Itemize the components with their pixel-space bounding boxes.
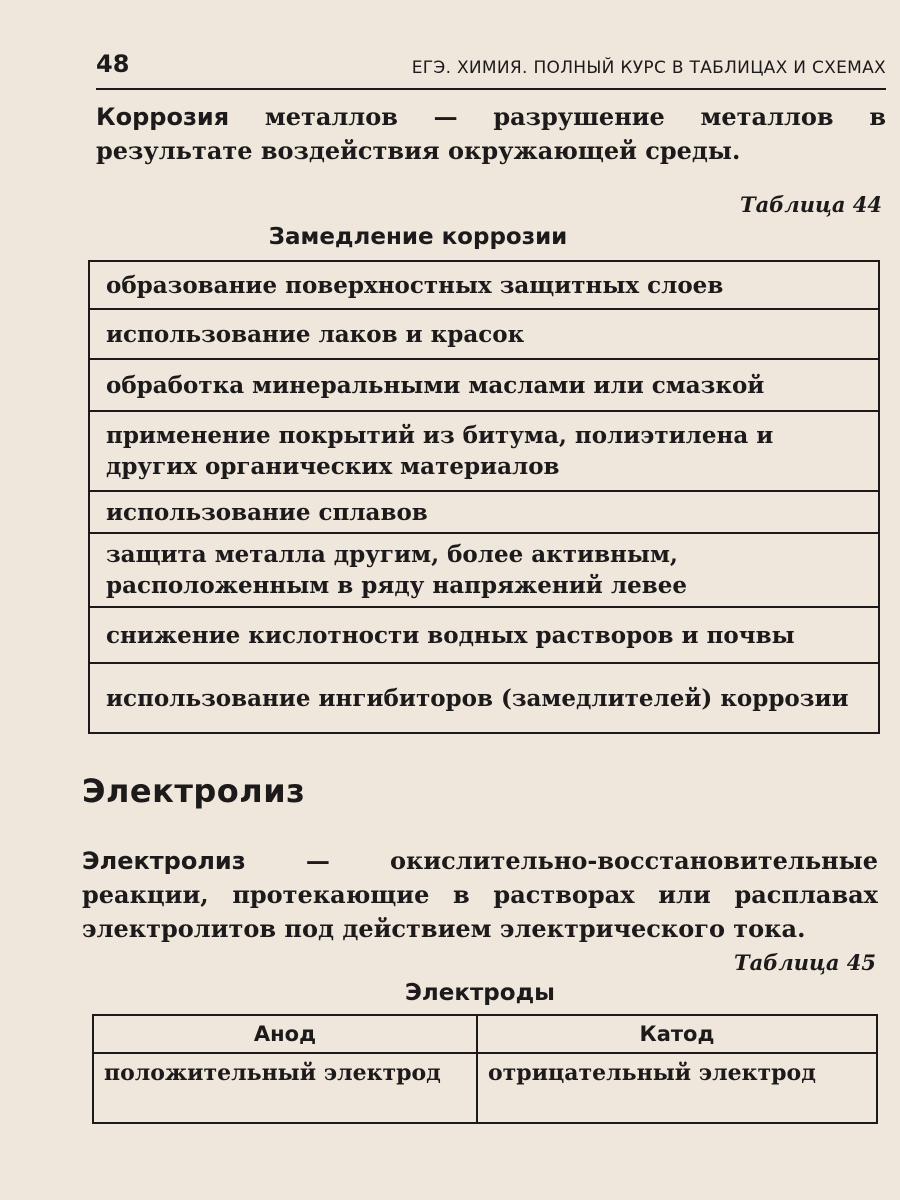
corrosion-term: Коррозия (96, 103, 230, 131)
table-44-title: Замедление коррозии (268, 224, 568, 250)
corrosion-slowdown-table (88, 260, 880, 734)
page-header (96, 48, 886, 90)
electrolysis-term: Электролиз (82, 847, 246, 875)
table-row: использование сплавов (90, 492, 878, 534)
table-row: образование поверхностных защитных слоев (90, 262, 878, 310)
electrolysis-definition (82, 844, 878, 946)
cathode-cell: отрицательный электрод (488, 1060, 816, 1086)
section-heading: Электролиз (82, 772, 306, 810)
page-number: 48 (96, 50, 130, 78)
table-row: применение покрытий из битума, полиэтилена и других органических материалов (90, 412, 878, 492)
table-header-row (94, 1016, 876, 1054)
anode-cell: положительный электрод (94, 1054, 478, 1122)
electrodes-table (92, 1014, 878, 1124)
corrosion-definition-text: металлов — разрушение металлов в результате воздействия окружающей среды. (96, 102, 886, 165)
table-row: использование ингибиторов (замедлителей) коррозии (106, 684, 849, 712)
table-45-title: Электроды (405, 980, 555, 1006)
cathode-header: Катод (639, 1022, 715, 1046)
table-row: обработка минеральными маслами или смазкой (90, 360, 878, 412)
electrolysis-definition-text: — окислительно-восстановительные реакции, протекающие в растворах или расплавах электролитов под действием электрического тока. (82, 846, 878, 943)
table-row (94, 1054, 876, 1122)
corrosion-definition (96, 100, 886, 168)
anode-header: Анод (94, 1016, 478, 1052)
table-row: снижение кислотности водных растворов и почвы (90, 608, 878, 664)
table-row: защита металла другим, более активным, расположенным в ряду напряжений левее (90, 534, 878, 608)
table-row: использование лаков и красок (90, 310, 878, 360)
table-45-caption: Таблица 45 (733, 950, 876, 975)
running-title: ЕГЭ. ХИМИЯ. ПОЛНЫЙ КУРС В ТАБЛИЦАХ И СХЕМАХ (411, 58, 886, 78)
table-44-caption: Таблица 44 (739, 192, 882, 217)
